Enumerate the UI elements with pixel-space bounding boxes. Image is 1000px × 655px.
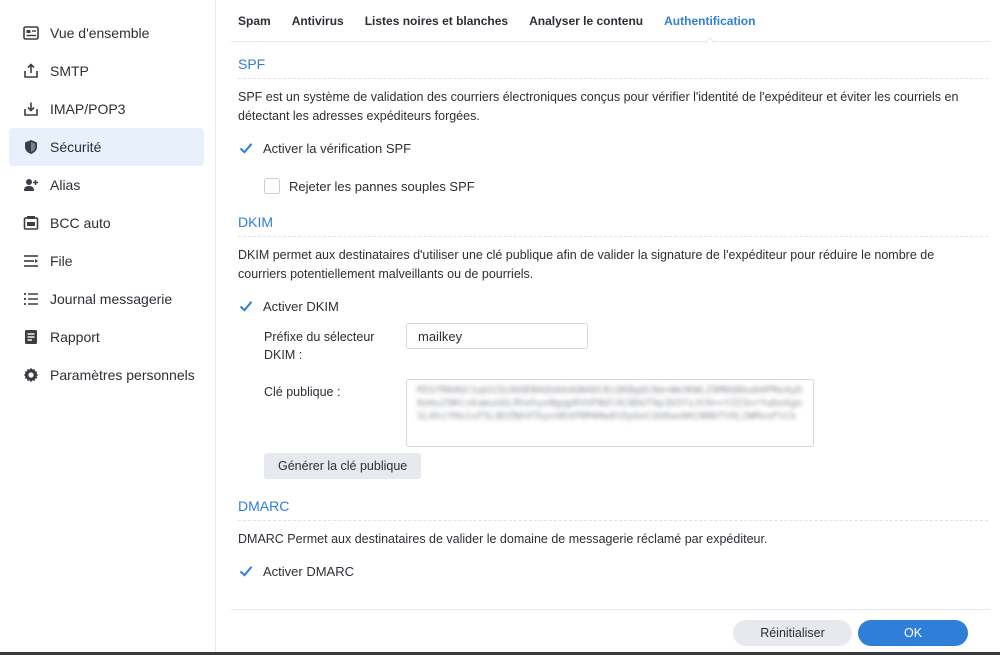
spf-enable-label: Activer la vérification SPF	[263, 140, 412, 156]
sidebar-item-overview[interactable]	[9, 14, 204, 52]
sidebar-item-bcc[interactable]	[9, 204, 204, 242]
authentication-content	[238, 56, 988, 599]
tab-authentication-label: Authentification	[664, 13, 756, 28]
sidebar-item-label: Paramètres personnels	[50, 367, 195, 383]
shield-icon	[23, 139, 39, 155]
sidebar-item-label: Journal messagerie	[50, 291, 173, 307]
tab-authentication[interactable]	[664, 0, 755, 42]
dkim-public-key-row	[238, 379, 988, 447]
reset-button[interactable]: Réinitialiser	[733, 620, 852, 646]
dmarc-enable-label: Activer DMARC	[263, 563, 355, 579]
spf-description: SPF est un système de validation des courriers électroniques conçus pour vérifier l'identité de l'expéditeur et éviter les courriels en détectant les adresses expéditeurs forgées.	[238, 90, 959, 123]
checkmark-icon	[238, 298, 254, 314]
gear-icon	[23, 367, 39, 383]
dkim-section-title: DKIM	[238, 214, 988, 237]
sidebar-item-smtp[interactable]	[9, 52, 204, 90]
sidebar-item-label: Rapport	[50, 329, 100, 345]
sidebar-item-label: File	[50, 253, 73, 269]
dmarc-enable-checkbox[interactable]	[238, 561, 988, 581]
dkim-public-key-label: Clé publique :	[264, 385, 341, 399]
spf-enable-checkbox[interactable]	[238, 138, 988, 158]
sidebar-item-personal-settings[interactable]	[9, 356, 204, 394]
sidebar-item-queue[interactable]	[9, 242, 204, 280]
dkim-public-key-textarea[interactable]	[406, 379, 814, 447]
sidebar-item-label: Vue d'ensemble	[50, 25, 150, 41]
dmarc-section-title: DMARC	[238, 498, 988, 521]
sidebar-item-report[interactable]	[9, 318, 204, 356]
queue-icon	[23, 253, 39, 269]
report-icon	[23, 329, 39, 345]
sidebar-item-label: SMTP	[50, 63, 89, 79]
dkim-description: DKIM permet aux destinataires d'utiliser une clé publique afin de valider la signature de l'expéditeur pour réduire le nombre de courriers potentiellement malveillants ou de pourriels.	[238, 248, 935, 281]
dmarc-description: DMARC Permet aux destinataires de valider le domaine de messagerie réclamé par expéditeur.	[238, 532, 768, 546]
tab-bar	[231, 0, 990, 42]
dkim-enable-label: Activer DKIM	[263, 298, 339, 314]
ok-button[interactable]: OK	[858, 620, 968, 646]
outbox-icon	[23, 63, 39, 79]
log-list-icon	[23, 291, 39, 307]
checkmark-icon	[238, 140, 254, 156]
footer-bar	[231, 609, 990, 652]
spf-reject-label: Rejeter les pannes souples SPF	[289, 178, 475, 194]
bcc-icon	[23, 215, 39, 231]
sidebar-item-label: BCC auto	[50, 215, 111, 231]
main-panel	[216, 0, 1000, 652]
alias-users-icon	[23, 177, 39, 193]
tab-blacklist-whitelist[interactable]: Listes noires et blanches	[364, 13, 509, 28]
sidebar	[0, 0, 216, 652]
dkim-enable-checkbox[interactable]	[238, 296, 988, 316]
checkmark-icon	[238, 563, 254, 579]
dkim-selector-input[interactable]	[406, 323, 588, 349]
public-key-blurred-text: MIGfMA0GCSqGSIb3DQEBAQUAA4GNADCBiQKBgQC8m+Wm3KWLZ9M0Q8kabHPRe4yD6emu29KCx6amuUGLRhehyeNgqpRVUFNdl9C8DGT9p3b5fsJCH++YZZ3nrYwbeAgnSLAhiYHo1sF5L8DZNX4Tbyx9EAFRM4Hw0tEpGeCUU0aobKCN0DfVXL2WMxoFtCk	[417, 385, 803, 422]
spf-reject-softfail-checkbox[interactable]	[238, 176, 988, 196]
spf-section-title: SPF	[238, 56, 988, 79]
dkim-selector-row	[238, 323, 988, 364]
active-tab-caret-icon	[705, 37, 715, 43]
tab-content-scan[interactable]: Analyser le contenu	[529, 13, 644, 28]
sidebar-item-imap[interactable]	[9, 90, 204, 128]
empty-checkbox-icon	[264, 178, 280, 194]
tab-antivirus[interactable]: Antivirus	[291, 13, 344, 28]
sidebar-item-mail-log[interactable]	[9, 280, 204, 318]
dkim-selector-label: Préfixe du sélecteur DKIM :	[264, 330, 375, 362]
tab-spam[interactable]: Spam	[238, 13, 271, 28]
sidebar-item-label: IMAP/POP3	[50, 101, 126, 117]
generate-key-row	[238, 453, 988, 479]
sidebar-item-label: Sécurité	[50, 139, 102, 155]
overview-icon	[23, 25, 39, 41]
sidebar-item-label: Alias	[50, 177, 81, 193]
sidebar-item-security[interactable]	[9, 128, 204, 166]
inbox-icon	[23, 101, 39, 117]
generate-public-key-button[interactable]: Générer la clé publique	[264, 453, 421, 479]
sidebar-item-alias[interactable]	[9, 166, 204, 204]
